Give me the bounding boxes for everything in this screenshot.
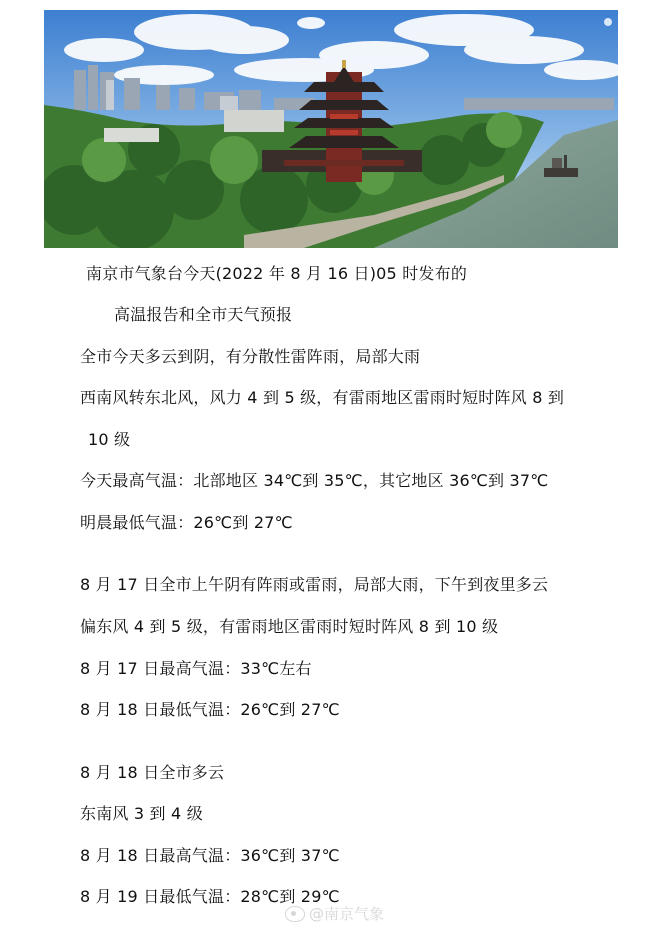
today-line-2: 西南风转东北风，风力 4 到 5 级，有雷雨地区雷雨时短时阵风 8 到 (80, 388, 565, 407)
report-title-line-2: 高温报告和全市天气预报 (114, 305, 293, 324)
weibo-handle: @南京气象 (309, 905, 385, 923)
weibo-icon (285, 906, 305, 922)
weibo-watermark (285, 903, 384, 924)
today-line-1: 全市今天多云到阴，有分散性雷阵雨，局部大雨 (80, 347, 421, 366)
aug18-line-3: 8 月 18 日最高气温：36℃到 37℃ (80, 846, 340, 865)
aug18-line-2: 东南风 3 到 4 级 (80, 804, 203, 823)
aug17-line-2: 偏东风 4 到 5 级，有雷雨地区雷雨时短时阵风 8 到 10 级 (80, 617, 499, 636)
today-line-3: 10 级 (88, 430, 131, 449)
aug17-line-3: 8 月 17 日最高气温：33℃左右 (80, 659, 312, 678)
header-photo (44, 10, 618, 248)
aug17-line-4: 8 月 18 日最低气温：26℃到 27℃ (80, 700, 340, 719)
aug18-line-1: 8 月 18 日全市多云 (80, 763, 225, 782)
aug17-line-1: 8 月 17 日全市上午阴有阵雨或雷雨，局部大雨，下午到夜里多云 (80, 575, 549, 594)
report-title-line-1: 南京市气象台今天(2022 年 8 月 16 日)05 时发布的 (86, 264, 468, 283)
today-line-5: 明晨最低气温：26℃到 27℃ (80, 513, 293, 532)
today-line-4: 今天最高气温：北部地区 34℃到 35℃，其它地区 36℃到 37℃ (80, 471, 549, 490)
aug18-line-4: 8 月 19 日最低气温：28℃到 29℃ (80, 887, 340, 906)
